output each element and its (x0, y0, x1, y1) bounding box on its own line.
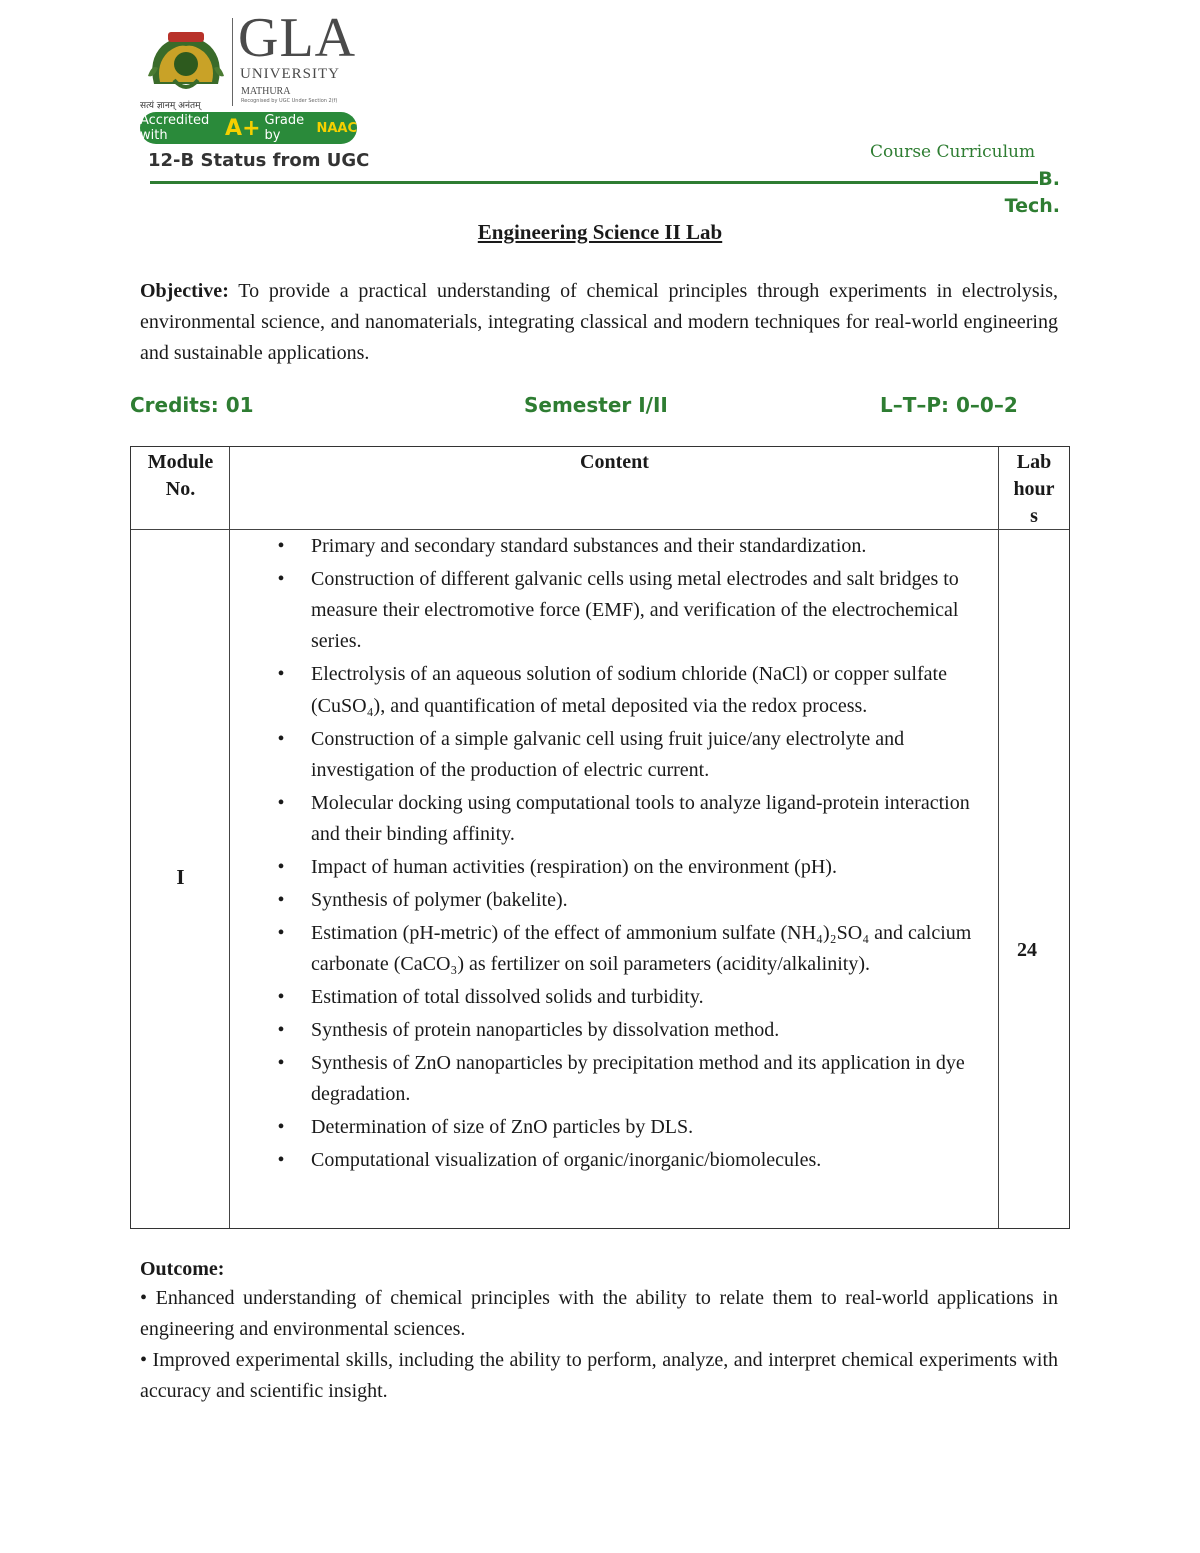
curriculum-table (130, 446, 1070, 1229)
ltp-label: L–T–P: 0–0–2 (880, 393, 1018, 417)
content-list (271, 531, 986, 1178)
list-item (271, 788, 986, 851)
logo-name: GLA (238, 7, 357, 69)
naac-grade: A+ (225, 115, 261, 141)
list-item-text: Synthesis of ZnO nanoparticles by precipitation method and its application in dye degradation. (311, 1051, 965, 1105)
header-module-line: No. (165, 478, 196, 500)
header-hours-line: s (1030, 505, 1038, 527)
objective-text: To provide a practical understanding of chemical principles through experiments in electrolysis, environmental science, and nanomaterials, integrating classical and modern techniques for real-world engineering and sustainable applications. (140, 280, 1059, 364)
naac-mid: Grade by (264, 113, 305, 143)
list-item-text: Computational visualization of organic/inorganic/biomolecules. (311, 1148, 822, 1171)
header-lab-hours (999, 449, 1069, 530)
lab-hours-value: 24 (1017, 939, 1037, 961)
logo-recognition: Recognised by UGC Under Section 2(f) (241, 98, 338, 104)
bullet-icon: • (277, 663, 285, 686)
program-label (990, 166, 1060, 220)
list-item (271, 852, 986, 883)
motto-text: सत्यं ज्ञानम् अनंतम् (140, 101, 201, 111)
list-item-text: Molecular docking using computational tools to analyze ligand-protein interaction and their binding affinity. (311, 791, 970, 846)
objective-paragraph (140, 276, 1058, 369)
bullet-icon: • (277, 1148, 285, 1171)
list-item-text: Estimation of total dissolved solids and turbidity. (311, 985, 704, 1008)
bullet-icon: • (277, 727, 285, 750)
list-item-text: Determination of size of ZnO particles by DLS. (311, 1115, 694, 1138)
header-rule (150, 181, 1038, 184)
credits-label: Credits: 01 (130, 393, 254, 417)
bullet-icon: • (277, 921, 285, 944)
semester-label: Semester I/II (524, 393, 668, 417)
bullet-icon: • (277, 1115, 285, 1138)
list-item-text: Synthesis of polymer (bakelite). (311, 888, 568, 911)
outcome-heading: Outcome: (140, 1258, 225, 1280)
header-content: Content (580, 451, 649, 473)
program-line-1: B. (1038, 168, 1060, 190)
university-seal-icon (144, 24, 228, 100)
bullet-icon: • (277, 985, 285, 1008)
list-item (271, 982, 986, 1013)
list-item (271, 564, 986, 658)
bullet-icon: • (277, 1051, 285, 1074)
bullet-icon: • (277, 535, 285, 557)
outcome-item: • Improved experimental skills, including the ability to perform, analyze, and interpret chemical experiments with accuracy and scientific insight. (140, 1349, 1058, 1402)
list-item (271, 918, 986, 981)
page-title: Engineering Science II Lab (477, 220, 723, 244)
header-hours-line: Lab (1016, 451, 1052, 473)
naac-name: NAAC (316, 120, 357, 136)
list-item (271, 659, 986, 722)
list-item-text: Estimation (pH-metric) of the effect of ammonium sulfate (NH₄)₂SO₄ and calcium carbonate (CaCO₃) as fertilizer on soil parameters (acidity/alkalinity). (311, 921, 972, 976)
naac-prefix: Accredited with (140, 113, 210, 143)
module-number: I (176, 865, 185, 889)
bullet-icon: • (277, 855, 285, 878)
list-item (271, 724, 986, 787)
university-logo (140, 7, 370, 174)
bullet-icon: • (277, 791, 285, 814)
list-item (271, 1145, 986, 1176)
header-module-no (131, 449, 230, 503)
logo-city: MATHURA (241, 86, 291, 97)
outcome-item: • Enhanced understanding of chemical principles with the ability to relate them to real-world applications in engineering and environmental sciences. (140, 1287, 1058, 1340)
list-item-text: Construction of a simple galvanic cell using fruit juice/any electrolyte and investigation of the production of electric current. (311, 727, 905, 781)
list-item (271, 1015, 986, 1046)
header-module-line: Module (147, 451, 214, 473)
list-item-text: Primary and secondary standard substances and their standardization. (311, 535, 867, 557)
list-item (271, 1048, 986, 1111)
bullet-icon: • (277, 1018, 285, 1041)
table-header-rule (131, 529, 1069, 530)
logo-university: UNIVERSITY (240, 66, 340, 82)
ugc-status: 12-B Status from UGC (148, 150, 370, 171)
list-item (271, 1112, 986, 1143)
list-item-text: Electrolysis of an aqueous solution of sodium chloride (NaCl) or copper sulfate (CuSO₄), and quantification of metal deposited via the redox process. (311, 663, 947, 717)
bullet-icon: • (277, 567, 285, 590)
bullet-icon: • (277, 888, 285, 911)
program-line-2: Tech. (1004, 195, 1060, 217)
course-curriculum-label: Course Curriculum (870, 142, 1036, 162)
list-item (271, 531, 986, 562)
list-item-text: Impact of human activities (respiration) on the environment (pH). (311, 855, 837, 878)
list-item-text: Construction of different galvanic cells using metal electrodes and salt bridges to measure their electromotive force (EMF), and verification of the electrochemical series. (311, 567, 959, 653)
objective-label: Objective: (140, 280, 229, 302)
list-item (271, 885, 986, 916)
naac-badge (140, 112, 357, 144)
logo-divider (232, 18, 233, 106)
list-item-text: Synthesis of protein nanoparticles by dissolvation method. (311, 1018, 780, 1041)
table-divider (229, 447, 230, 1228)
header-hours-line: hour (1013, 478, 1055, 500)
table-divider (998, 447, 999, 1228)
